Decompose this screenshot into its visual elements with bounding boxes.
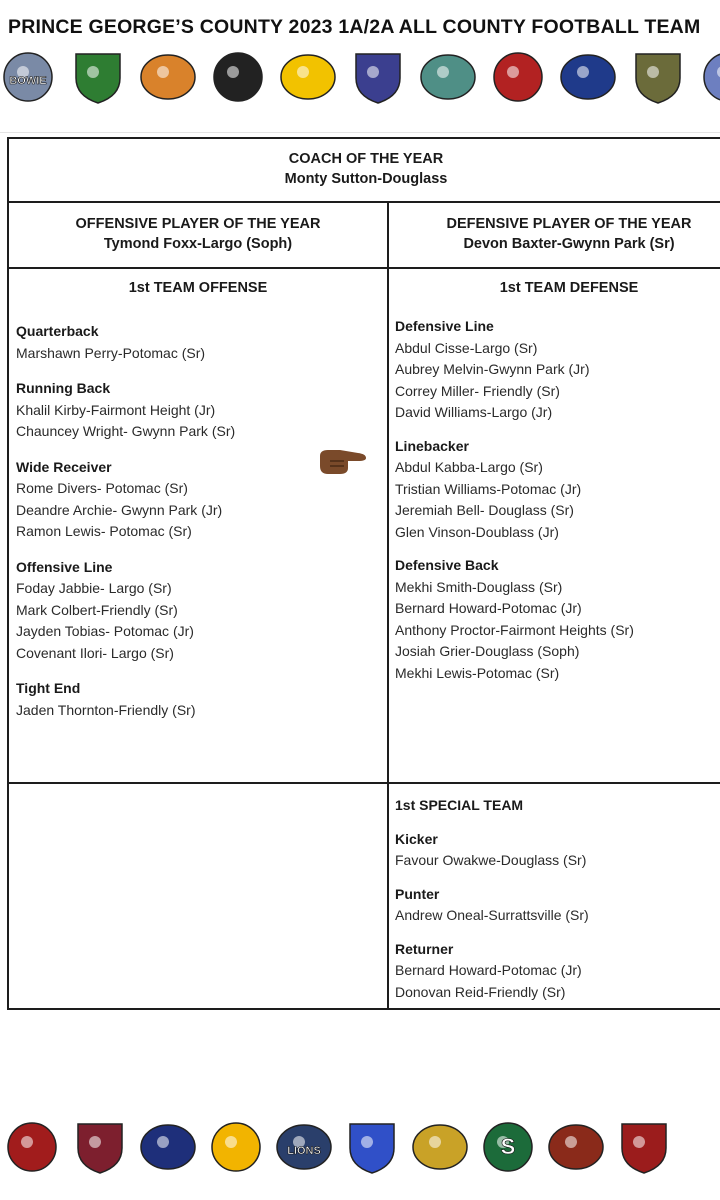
player-entry: Josiah Grier-Douglass (Soph)	[395, 643, 580, 659]
offense-heading: 1st TEAM OFFENSE	[128, 280, 268, 296]
divider	[9, 201, 720, 203]
tiger-logo-icon	[138, 48, 198, 106]
position-title: Punter	[395, 885, 440, 902]
player-entry: Covenant Ilori- Largo (Sr)	[16, 644, 174, 661]
player-entry: Donovan Reid-Friendly (Sr)	[395, 983, 566, 1000]
spartan-logo-icon	[348, 48, 408, 106]
position-title: Defensive Back	[395, 557, 499, 573]
player-entry: Jeremiah Bell- Douglass (Sr)	[395, 502, 574, 518]
player-entry: Bernard Howard-Potomac (Jr)	[395, 600, 582, 616]
lion-logo-icon	[68, 48, 128, 106]
defense-heading: 1st TEAM DEFENSE	[499, 280, 639, 296]
divider	[387, 203, 389, 269]
position-group	[16, 378, 378, 443]
page-title: PRINCE GEORGE’S COUNTY 2023 1A/2A ALL COUNTY FOOTBALL TEAM	[8, 16, 701, 38]
offensive-poy-cell	[9, 214, 387, 254]
eagle-logo-icon	[70, 1118, 130, 1176]
all-county-table	[7, 137, 720, 1010]
eagle-head-logo-icon	[206, 1118, 266, 1176]
player-entry: Foday Jabbie- Largo (Sr)	[16, 580, 172, 596]
pointing-hand-icon	[318, 444, 368, 476]
special-teams-section	[395, 795, 720, 1015]
position-group	[395, 829, 720, 872]
player-entry: Tristian Williams-Potomac (Jr)	[395, 480, 582, 497]
player-entry: Abdul Kabba-Largo (Sr)	[395, 459, 543, 475]
player-entry: Mekhi Lewis-Potomac (Sr)	[395, 664, 560, 681]
player-entry: Ramon Lewis- Potomac (Sr)	[16, 523, 192, 539]
offensive-poy-name: Tymond Foxx-Largo (Soph)	[103, 236, 293, 252]
special-teams-heading: 1st SPECIAL TEAM	[395, 797, 524, 813]
ram-logo-icon	[488, 48, 548, 106]
player-entry: Bernard Howard-Potomac (Jr)	[395, 962, 582, 978]
player-entry: Chauncey Wright- Gwynn Park (Sr)	[16, 423, 236, 439]
lions-logo-icon	[274, 1118, 334, 1176]
panther-logo-icon	[558, 48, 618, 106]
position-group	[395, 436, 720, 544]
player-entry: Deandre Archie- Gwynn Park (Jr)	[16, 501, 223, 518]
s-letter-logo-icon	[478, 1118, 538, 1176]
position-title: Wide Receiver	[16, 458, 112, 475]
defense-roster	[395, 316, 720, 696]
position-group	[395, 884, 720, 927]
defensive-poy-heading: DEFENSIVE PLAYER OF THE YEAR	[446, 216, 692, 232]
position-group	[395, 939, 720, 1004]
divider	[387, 269, 389, 1010]
player-entry: Favour Owakwe-Douglass (Sr)	[395, 852, 587, 868]
team-logo-row-top	[0, 48, 720, 112]
bulldog-logo-icon	[0, 48, 58, 106]
coach-of-year-heading: COACH OF THE YEAR	[288, 151, 444, 167]
player-entry: Rome Divers- Potomac (Sr)	[16, 480, 188, 496]
offense-roster	[16, 321, 378, 735]
coach-of-year-name: Monty Sutton-Douglass	[284, 171, 448, 187]
player-entry: Glen Vinson-Doublass (Jr)	[395, 523, 559, 540]
yellow-jacket-logo-icon	[278, 48, 338, 106]
position-title: Defensive Line	[395, 318, 494, 334]
player-entry: Aubrey Melvin-Gwynn Park (Jr)	[395, 361, 590, 377]
position-title: Quarterback	[16, 323, 99, 339]
wildcat-logo-icon	[342, 1118, 402, 1176]
player-entry: Andrew Oneal-Surrattsville (Sr)	[395, 907, 589, 923]
player-entry: Anthony Proctor-Fairmont Heights (Sr)	[395, 621, 634, 638]
school-crest-logo-icon	[628, 48, 688, 106]
divider	[9, 782, 720, 784]
logo-text: BOWIE	[9, 75, 47, 87]
position-group	[395, 555, 720, 684]
defensive-poy-cell	[389, 214, 720, 254]
player-entry: Mekhi Smith-Douglass (Sr)	[395, 578, 563, 595]
position-group	[16, 321, 378, 364]
position-group	[395, 316, 720, 424]
position-title: Running Back	[16, 380, 111, 396]
logo-text: S	[500, 1134, 516, 1159]
logo-text: LIONS	[287, 1145, 321, 1157]
position-title: Kicker	[395, 830, 438, 847]
special-teams-roster	[395, 829, 720, 1004]
partial-logo-icon	[698, 48, 720, 106]
player-entry: Marshawn Perry-Potomac (Sr)	[16, 344, 206, 361]
player-entry: David Williams-Largo (Jr)	[395, 404, 553, 420]
team-logo-row-bottom	[0, 1118, 720, 1182]
hawk-logo-icon	[2, 1118, 62, 1176]
offensive-poy-heading: OFFENSIVE PLAYER OF THE YEAR	[75, 216, 321, 232]
position-title: Linebacker	[395, 437, 469, 454]
header-banner	[0, 0, 720, 133]
hornet-logo-icon	[410, 1118, 470, 1176]
bronco-logo-icon	[546, 1118, 606, 1176]
divider	[9, 267, 720, 269]
player-entry: Jaden Thornton-Friendly (Sr)	[16, 701, 196, 718]
coach-of-year-cell	[9, 149, 720, 189]
position-group	[16, 557, 378, 665]
player-entry: Mark Colbert-Friendly (Sr)	[16, 601, 178, 618]
pirate-logo-icon	[208, 48, 268, 106]
partial-logo-icon	[614, 1118, 674, 1176]
player-entry: Khalil Kirby-Fairmont Height (Jr)	[16, 401, 216, 418]
position-title: Offensive Line	[16, 558, 113, 575]
jaguar-logo-icon	[418, 48, 478, 106]
knight-logo-icon	[138, 1118, 198, 1176]
position-title: Tight End	[16, 680, 81, 696]
player-entry: Jayden Tobias- Potomac (Jr)	[16, 623, 194, 639]
position-group	[16, 678, 378, 721]
defensive-poy-name: Devon Baxter-Gwynn Park (Sr)	[463, 236, 675, 252]
player-entry: Correy Miller- Friendly (Sr)	[395, 382, 560, 399]
position-title: Returner	[395, 940, 454, 957]
player-entry: Abdul Cisse-Largo (Sr)	[395, 339, 538, 356]
